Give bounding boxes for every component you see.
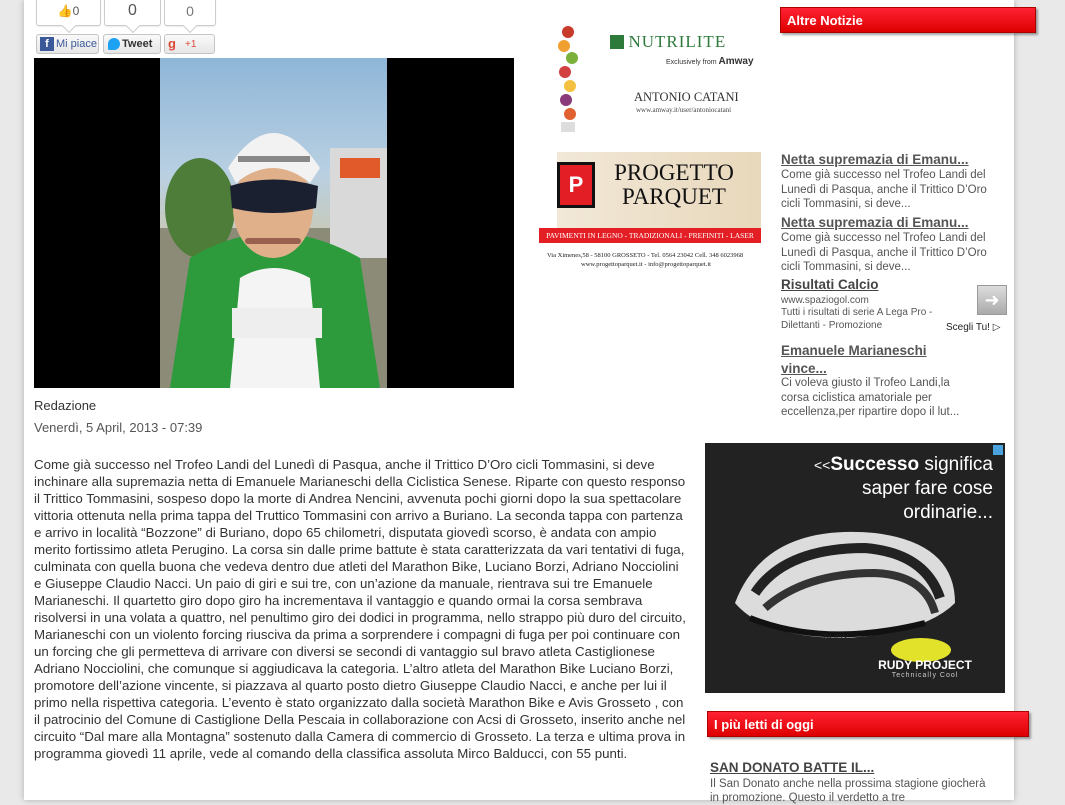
- page: [24, 0, 1014, 804]
- parquet-name: [599, 161, 749, 209]
- google-plus-icon: g: [168, 36, 176, 51]
- google-plus-button[interactable]: [164, 34, 215, 54]
- google-plus-label: +1: [185, 39, 197, 50]
- nutrilite-url: www.amway.it/user/antoniocatani: [636, 106, 732, 114]
- tweet-count-box: [104, 0, 161, 26]
- news-title-2[interactable]: Netta supremazia di Emanu...: [781, 215, 969, 230]
- fruit-column-icon: [554, 20, 582, 135]
- twitter-bird-icon: [108, 38, 120, 50]
- risultati-calcio-url[interactable]: www.spaziogol.com: [781, 295, 869, 306]
- rudy-slogan-rest: significa: [919, 454, 993, 475]
- facebook-like-button[interactable]: [36, 34, 99, 54]
- nutrilite-name: ANTONIO CATANI: [634, 90, 739, 104]
- helmet-brand: RUDY: [823, 633, 849, 643]
- news-title-3[interactable]: [781, 342, 927, 378]
- helmet-illustration: [725, 513, 965, 653]
- arrow-right-icon[interactable]: ➜: [977, 285, 1007, 315]
- rudy-slogan-line1: [814, 453, 993, 477]
- scegli-tu-link[interactable]: [946, 322, 1000, 333]
- like-count-box: [36, 0, 101, 26]
- parquet-line2: PARQUET: [622, 184, 726, 209]
- nutrilite-sub: Exclusively from: [666, 59, 717, 66]
- parquet-address: Via Ximenes,58 - 58100 GROSSETO - Tel. 0564 23042 Cell. 348 6023968: [547, 252, 744, 259]
- nutrilite-brand: NUTRILITE: [628, 32, 727, 51]
- risultati-calcio-title[interactable]: Risultati Calcio: [781, 277, 879, 292]
- tweet-label: Tweet: [122, 38, 153, 50]
- like-count: 0: [72, 4, 80, 18]
- cyclist-photo: [160, 58, 387, 388]
- news-title-1[interactable]: Netta supremazia di Emanu...: [781, 152, 969, 167]
- scegli-tu-label: Scegli Tu!: [946, 322, 990, 333]
- tweet-count: 0: [128, 2, 137, 19]
- thumbs-up-icon: 👍: [57, 4, 73, 18]
- parquet-line1: PROGETTO: [614, 160, 734, 185]
- rudy-sub: Technically Cool: [891, 672, 959, 679]
- nutrilite-logo: [610, 32, 726, 52]
- rudy-brand: RUDY PROJECT: [878, 658, 972, 672]
- nutrilite-amway: Amway: [718, 56, 754, 67]
- news-text-1: Come già successo nel Trofeo Landi del Lunedì di Pasqua, anche il Trittico D’Oro cicli Tommasini, si deve...: [781, 169, 987, 210]
- news-title-3-line1: Emanuele Marianeschi: [781, 343, 927, 358]
- news-text-2: Come già successo nel Trofeo Landi del Lunedì di Pasqua, anche il Trittico D’Oro cicli Tommasini, si deve...: [781, 232, 987, 273]
- play-triangle-icon: ▷: [992, 322, 1001, 333]
- tweet-button[interactable]: [103, 34, 161, 54]
- rudy-slogan-bold: Successo: [830, 454, 920, 475]
- piu-letti-title: I più letti di oggi: [707, 711, 1029, 737]
- risultati-calcio-text: Tutti i risultati di serie A Lega Pro - Dilettanti - Promozione: [781, 307, 933, 331]
- article-date: Venerdì, 5 April, 2013 - 07:39: [34, 420, 203, 435]
- news-text-3: Ci voleva giusto il Trofeo Landi,la corsa ciclistica amatoriale per eccellenza,per ripartire dopo il lut...: [781, 377, 960, 418]
- progetto-parquet-ad[interactable]: [539, 152, 761, 272]
- article-photo: [34, 58, 514, 388]
- san-donato-title[interactable]: SAN DONATO BATTE IL...: [710, 760, 875, 775]
- cyclist-illustration: [160, 58, 387, 388]
- nutrilite-sub-line: [666, 56, 754, 67]
- facebook-icon: f: [40, 37, 54, 51]
- rudy-slogan-line2: saper fare cose: [862, 478, 993, 499]
- adchoices-icon[interactable]: [993, 445, 1003, 455]
- san-donato-text: Il San Donato anche nella prossima stagione giocherà in promozione. Questo il verdetto a tre: [710, 778, 986, 804]
- rudy-slogan-line3: ordinarie...: [903, 502, 993, 523]
- parquet-web: www.progettoparquet.it - info@progettoparquet.it: [581, 261, 711, 268]
- altre-notizie-title: Altre Notizie: [780, 7, 1036, 33]
- facebook-like-label: Mi piace: [56, 38, 97, 50]
- parquet-p-logo-icon: P: [557, 162, 595, 208]
- plus-count: 0: [186, 3, 194, 19]
- news-title-3-line2: vince...: [781, 361, 827, 376]
- nutrilite-ad[interactable]: [554, 20, 754, 135]
- article-body: Come già successo nel Trofeo Landi del Lunedì di Pasqua, anche il Trittico D’Oro cicli Tommasini, si deve inchinare alla supremazia netta di Emanuele Marianeschi della Ciclistica Senese. Riparte con questo responso il Trittico Tommasini, sospeso dopo la morte di Andrea Nencini, avvenuta pochi giorni dopo la sua spettacolare vittoria ottenuta nella prima tappa del Truttico Tommasini con arrivo a Buriano. La seconda tappa con partenza e arrivo in località “Bozzone” di Buriano, dopo 65 chilometri, disputata giovedì scorso, è andata con ampio merito fortissimo atleta Perugino. La corsa sin dalle prime battute è stata caratterizzata da vari tentativi di fuga, culminata con quella buona che vedeva dentro due atleti del Marathon Bike, Luciano Borzi, Adriano Nocciolini e Giuseppe Claudio Nacci. Un paio di giri e sui tre, con un’azione da manuale, rientrava sui tre Emanuele Marianeschi. Il quartetto giro dopo giro ha incrementava il vantaggio e quando ormai la corsa sembrava risolversi in una volata a quattro, nel penultimo giro dei dodici in programma, nello strappo più duro del circuito, Marianeschi con un violento forcing riusciva da prima a sorprendere i compagni di fuga per poi continuare con un forcing che gli permetteva di arrivare con diversi se secondi di vantaggio sul bravo atleta Castiglionese Adriano Nocciolini, che comunque si aggiudicava la categoria. L’altro atleta del Marathon Bike Luciano Borzi, promotore dell’azione vincente, si piazzava al quarto posto dietro Giuseppe Claudio Nacci, e anche per lui il primo nella rispettiva categoria. L’evento è stato organizzato dalla società Marathon Bike e Avis Grosseto , con il patrocinio del Comune di Castiglione Della Pescaia in collaborazione con Acsi di Grosseto, inserito anche nel circuito “Dal mare alla Montagna” sostenuto dalla Camera di commercio di Grosseto. La terza e ultima prova in programma giovedì 11 aprile, vede al comando della classifica assoluta Mirco Balducci, con 55 punti.: [34, 457, 686, 761]
- rudy-project-ad[interactable]: [705, 443, 1005, 693]
- nutrilite-leaf-icon: [610, 35, 624, 49]
- rudy-quote-mark: <<: [813, 457, 831, 473]
- plus-count-box: [164, 0, 216, 26]
- article-author: Redazione: [34, 398, 97, 413]
- parquet-tagline: PAVIMENTI IN LEGNO - TRADIZIONALI - PREFINITI - LASER: [539, 228, 761, 243]
